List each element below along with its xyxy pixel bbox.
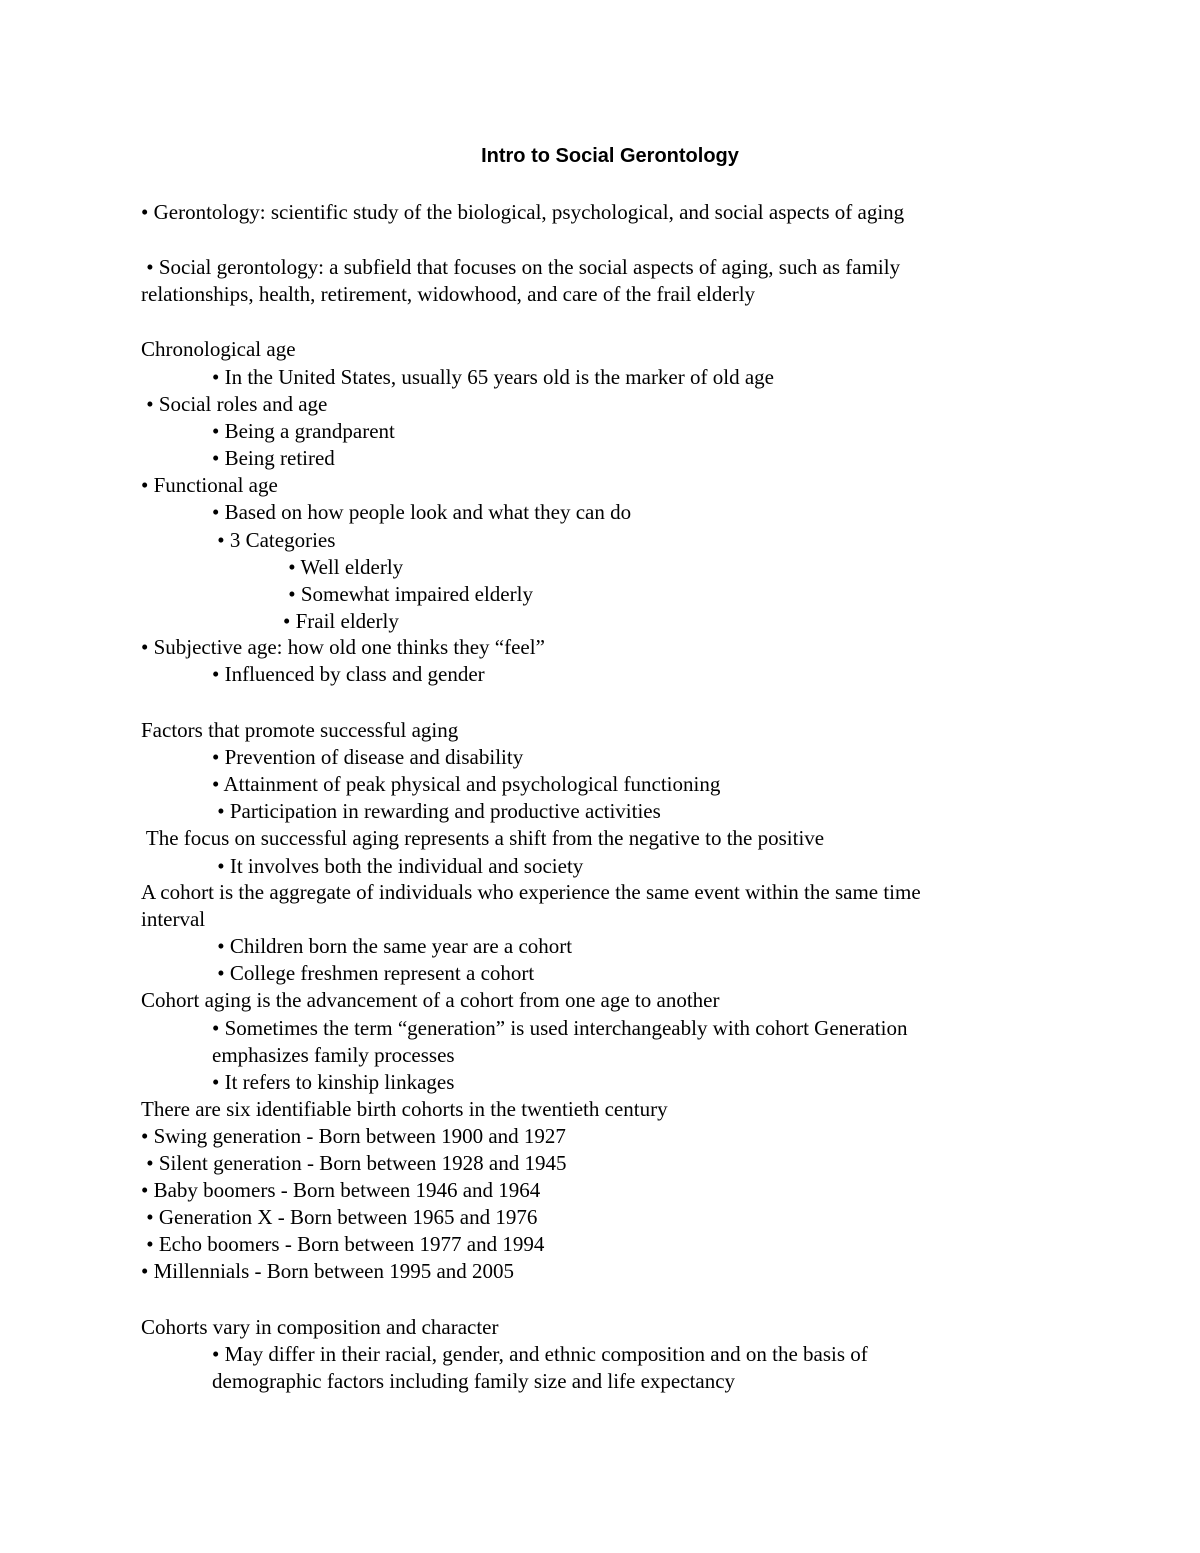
text-line: The focus on successful aging represents a shift from the negative to the positive bbox=[141, 826, 825, 850]
text-line: • Baby boomers - Born between 1946 and 1964 bbox=[141, 1178, 541, 1202]
text-line: • Generation X - Born between 1965 and 1976 bbox=[141, 1205, 538, 1229]
text-line: • Echo boomers - Born between 1977 and 1994 bbox=[141, 1232, 545, 1256]
text-line: • Based on how people look and what they can do bbox=[212, 500, 632, 524]
text-line: relationships, health, retirement, widowhood, and care of the frail elderly bbox=[141, 282, 756, 306]
text-line: • Being a grandparent bbox=[212, 419, 395, 443]
text-line: interval bbox=[141, 907, 206, 931]
text-line: • Swing generation - Born between 1900 and 1927 bbox=[141, 1124, 566, 1148]
document-title: Intro to Social Gerontology bbox=[481, 145, 739, 167]
text-line: • Prevention of disease and disability bbox=[212, 745, 524, 769]
text-line: • Attainment of peak physical and psychological functioning bbox=[212, 772, 721, 796]
text-line: • 3 Categories bbox=[212, 528, 336, 552]
text-line: emphasizes family processes bbox=[212, 1043, 455, 1067]
text-line: • Silent generation - Born between 1928 and 1945 bbox=[141, 1151, 567, 1175]
text-line: Factors that promote successful aging bbox=[141, 718, 459, 742]
text-line: • In the United States, usually 65 years old is the marker of old age bbox=[212, 365, 774, 389]
text-line: There are six identifiable birth cohorts in the twentieth century bbox=[141, 1097, 668, 1121]
text-line: • It involves both the individual and society bbox=[212, 854, 584, 878]
text-line: • Children born the same year are a cohort bbox=[212, 934, 573, 958]
text-line: Cohorts vary in composition and character bbox=[141, 1315, 499, 1339]
text-line: • Social gerontology: a subfield that focuses on the social aspects of aging, such as family bbox=[141, 255, 901, 279]
text-line: • Participation in rewarding and productive activities bbox=[212, 799, 661, 823]
text-line: • Well elderly bbox=[283, 555, 404, 579]
text-line: • Social roles and age bbox=[141, 392, 328, 416]
text-line: demographic factors including family size and life expectancy bbox=[212, 1369, 736, 1393]
text-line: • Somewhat impaired elderly bbox=[283, 582, 533, 606]
text-line: • Gerontology: scientific study of the biological, psychological, and social aspects of aging bbox=[141, 200, 905, 224]
text-line: Chronological age bbox=[141, 337, 296, 361]
text-line: • Frail elderly bbox=[283, 609, 399, 633]
text-line: • Influenced by class and gender bbox=[212, 662, 485, 686]
text-line: • Sometimes the term “generation” is used interchangeably with cohort Generation bbox=[212, 1016, 908, 1040]
text-line: • May differ in their racial, gender, and ethnic composition and on the basis of bbox=[212, 1342, 868, 1366]
text-line: • Functional age bbox=[141, 473, 278, 497]
text-line: • Subjective age: how old one thinks they “feel” bbox=[141, 635, 545, 659]
text-line: • Being retired bbox=[212, 446, 335, 470]
text-line: A cohort is the aggregate of individuals who experience the same event within the same time bbox=[141, 880, 921, 904]
text-line: Cohort aging is the advancement of a cohort from one age to another bbox=[141, 988, 720, 1012]
text-line: • College freshmen represent a cohort bbox=[212, 961, 535, 985]
text-line: • Millennials - Born between 1995 and 2005 bbox=[141, 1259, 515, 1283]
text-line: • It refers to kinship linkages bbox=[212, 1070, 455, 1094]
